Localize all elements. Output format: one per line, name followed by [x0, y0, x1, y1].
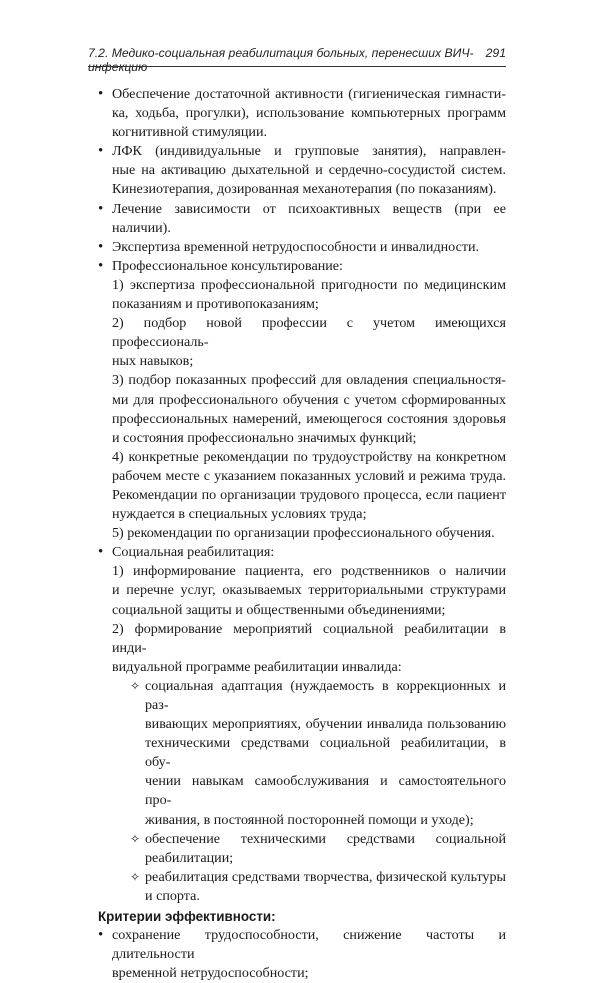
- page-number: 291: [485, 46, 506, 60]
- numbered-subitem-line: 3) подбор показанных профессий для овладения специальностя-: [112, 372, 506, 389]
- numbered-subitem-line: ных навыков;: [112, 353, 194, 370]
- diamond-subitem-line: реабилитация средствами творчества, физической культуры: [145, 868, 506, 885]
- numbered-subitem: [98, 620, 506, 677]
- diamond-subitem-line: живания, в постоянной посторонней помощи и уходе);: [145, 811, 474, 828]
- diamond-subitem: [98, 830, 506, 868]
- diamond-bullet-icon: ✧: [130, 869, 141, 884]
- numbered-subitem: [98, 448, 506, 524]
- bullet-item-line: ка, ходьба, прогулки), использование компьютерных программ: [112, 105, 506, 122]
- section-title: 7.2. Медико-социальная реабилитация больных, перенесших ВИЧ-инфекцию: [88, 46, 474, 74]
- criteria-item: [98, 926, 506, 983]
- criteria-item-line: временной нетрудоспособности;: [112, 965, 309, 982]
- numbered-subitem-line: 2) формирование мероприятий социальной реабилитации в инди-: [112, 620, 506, 656]
- bullet-marker: •: [98, 544, 104, 561]
- numbered-subitem: [98, 371, 506, 447]
- numbered-subitem: [98, 524, 506, 543]
- bullet-item-line: Кинезиотерапия, дозированная механотерапия (по показаниям).: [112, 181, 497, 198]
- running-head: [88, 46, 506, 74]
- bullet-item: [98, 85, 506, 142]
- bullet-item-line: Обеспечение достаточной активности (гигиеническая гимнасти-: [112, 86, 506, 102]
- bullet-item-line: ЛФК (индивидуальные и групповые занятия), направлен-: [112, 143, 506, 160]
- bullet-marker: •: [98, 200, 104, 217]
- diamond-subitem: [98, 868, 506, 906]
- numbered-subitem-line: и перечне услуг, оказываемых территориальными структурами: [112, 582, 506, 599]
- bullet-marker: •: [98, 86, 104, 102]
- criteria-item-line: сохранение трудоспособности, снижение частоты и длительности: [112, 927, 506, 963]
- bullet-item-line: Лечение зависимости от психоактивных веществ (при ее наличии).: [112, 200, 506, 236]
- bullet-marker: •: [98, 257, 104, 274]
- bullet-item-line: Социальная реабилитация:: [112, 544, 275, 561]
- bullet-item: [98, 257, 506, 276]
- bullet-marker: •: [98, 238, 104, 255]
- bullet-item: [98, 543, 506, 562]
- diamond-subitem-line: и спорта.: [145, 887, 200, 904]
- diamond-subitem-line: обеспечение техническими средствами социальной: [145, 830, 506, 847]
- bullet-marker: •: [98, 927, 104, 944]
- body-text: [98, 85, 506, 983]
- numbered-subitem-line: Рекомендации по организации трудового процесса, если пациент: [112, 486, 506, 503]
- bullet-item-line: Профессиональное консультирование:: [112, 257, 343, 274]
- numbered-subitem-line: 1) информирование пациента, его родственников о наличии: [112, 563, 506, 580]
- bullet-item-line: когнитивной стимуляции.: [112, 124, 268, 141]
- bullet-item-line: Экспертиза временной нетрудоспособности и инвалидности.: [112, 238, 480, 255]
- criteria-heading: Критерии эффективности:: [98, 909, 276, 925]
- diamond-bullet-icon: ✧: [130, 678, 141, 693]
- numbered-subitem: [98, 562, 506, 619]
- header-rule: [88, 66, 506, 67]
- numbered-subitem-line: 2) подбор новой профессии с учетом имеющихся профессиональ-: [112, 315, 506, 351]
- numbered-subitem-line: 1) экспертиза профессиональной пригодности по медицинским: [112, 276, 506, 293]
- diamond-bullet-icon: ✧: [130, 831, 141, 846]
- bullet-item: [98, 142, 506, 199]
- numbered-subitem-line: нуждается в специальных условиях труда;: [112, 506, 367, 523]
- diamond-subitem-line: реабилитации;: [145, 849, 234, 866]
- numbered-subitem-line: 4) конкретные рекомендации по трудоустройству на конкретном: [112, 448, 506, 465]
- diamond-subitem-line: чении навыкам самообслуживания и самостоятельного про-: [145, 773, 506, 809]
- numbered-subitem-line: показаниям и противопоказаниям;: [112, 296, 319, 313]
- numbered-subitem: [98, 314, 506, 371]
- diamond-subitem-line: социальная адаптация (нуждаемость в коррекционных и раз-: [145, 677, 506, 713]
- numbered-subitem-line: видуальной программе реабилитации инвалида:: [112, 658, 402, 675]
- numbered-subitem: [98, 276, 506, 314]
- numbered-subitem-line: ми для профессионального обучения с учетом сформированных: [112, 391, 506, 408]
- numbered-subitem-line: рабочем месте с указанием показанных условий и режима труда.: [112, 467, 506, 484]
- numbered-subitem-line: социальной защиты и общественными объединениями;: [112, 601, 446, 618]
- diamond-subitem-line: вивающих мероприятиях, обучении инвалида пользованию: [145, 716, 506, 733]
- diamond-subitem-line: техническими средствами социальной реабилитации, в обу-: [145, 735, 506, 771]
- diamond-subitem: [98, 677, 506, 830]
- numbered-subitem-line: и состояния профессионально значимых функций;: [112, 429, 417, 446]
- bullet-item: [98, 200, 506, 238]
- bullet-marker: •: [98, 143, 104, 160]
- numbered-subitem-line: профессиональных намерений, имеющегося состояния здоровья: [112, 410, 506, 427]
- bullet-item-line: ные на активацию дыхательной и сердечно-сосудистой систем.: [112, 162, 506, 179]
- bullet-item: [98, 238, 506, 257]
- numbered-subitem-line: 5) рекомендации по организации профессионального обучения.: [112, 525, 495, 542]
